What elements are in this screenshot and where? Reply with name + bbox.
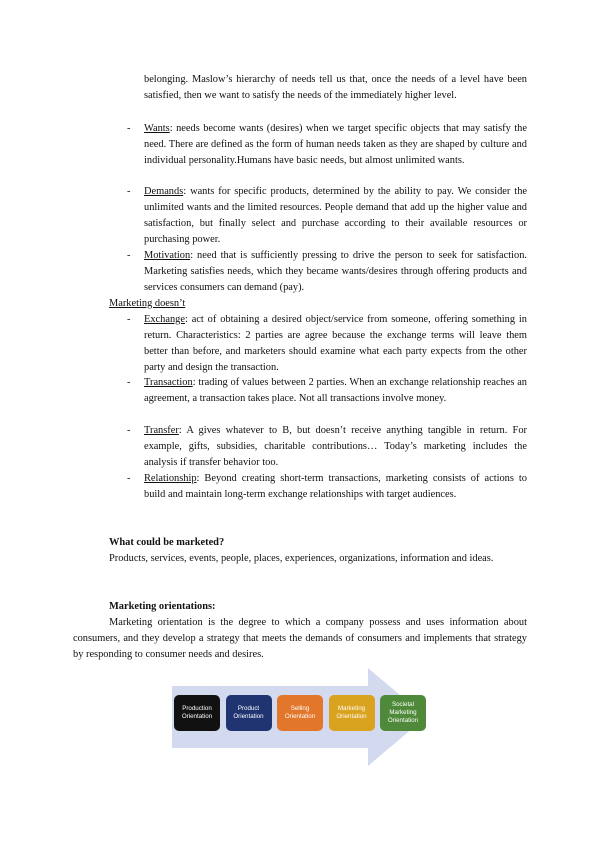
- list-item-text: [144, 375, 527, 407]
- definition-text: : Beyond creating short-term transactions, marketing consists of actions to build and maintain long-term exchange relationships with target audiences.: [144, 473, 527, 500]
- section-heading-what-could-be-marketed: What could be marketed?: [109, 537, 225, 548]
- list-dash: -: [127, 425, 131, 436]
- marketing-orientations-diagram: [172, 668, 430, 766]
- orientation-stage-2: Product Orientation: [226, 695, 272, 731]
- list-item-text: [144, 312, 527, 376]
- continuation-paragraph: belonging. Maslow’s hierarchy of needs tell us that, once the needs of a level have been satisfied, then we want to satisfy the needs of the immediately higher level.: [144, 74, 527, 101]
- list-dash: -: [127, 250, 131, 261]
- list-item-text: [144, 184, 527, 248]
- list-dash: -: [127, 314, 131, 325]
- section-body-what-could-be-marketed: Products, services, events, people, places, experiences, organizations, information and ideas.: [109, 553, 494, 564]
- orientation-stage-4: Marketing Orientation: [329, 695, 375, 731]
- list-dash: -: [127, 473, 131, 484]
- definition-text: : trading of values between 2 parties. When an exchange relationship reaches an agreement, a transaction takes place. Not all transactions involve money.: [144, 377, 527, 404]
- definition-text: : needs become wants (desires) when we target specific objects that may satisfy the need. There are defined as the form of human needs taken as they are shaped by culture and individual personality.Humans have basic needs, but almost unlimited wants.: [144, 123, 527, 166]
- term-transfer: Transfer: [144, 425, 179, 436]
- list-item-text: [144, 248, 527, 296]
- list-item-text: [144, 471, 527, 503]
- section-heading-marketing-orientations: Marketing orientations:: [109, 601, 216, 612]
- list-dash: -: [127, 186, 131, 197]
- list-item-text: [144, 121, 527, 169]
- list-dash: -: [127, 123, 131, 134]
- definition-text: : wants for specific products, determined by the ability to pay. We consider the unlimited wants and the limited resources. People demand that add up the higher value and satisfaction, but finally select and purchase according to their available resources or purchasing power.: [144, 186, 527, 245]
- term-relationship: Relationship: [144, 473, 197, 484]
- list-item-text: [144, 423, 527, 471]
- term-motivation: Motivation: [144, 250, 191, 261]
- definition-text: : need that is sufficiently pressing to drive the person to seek for satisfaction. Marketing satisfies needs, which they became wants/desires through offering products and services consumers can demand (pay).: [144, 250, 527, 293]
- list-dash: -: [127, 377, 131, 388]
- definition-text: : act of obtaining a desired object/service from someone, offering something in return. Characteristics: 2 parties are agree because the exchange terms will leave them better than before, and marketers should examine what each party expects from the other party and design the transaction.: [144, 314, 527, 373]
- term-transaction: Transaction: [144, 377, 193, 388]
- marketing-doesnt-label: Marketing doesn’t: [109, 298, 186, 309]
- term-wants: Wants: [144, 123, 170, 134]
- term-demands: Demands: [144, 186, 184, 197]
- orientation-stage-1: Production Orientation: [174, 695, 220, 731]
- definition-text: : A gives whatever to B, but doesn’t receive anything tangible in return. For example, gifts, subsidies, charitable contributions… Today’s marketing includes the analysis if transfer behavior too.: [144, 425, 527, 468]
- orientation-stage-3: Selling Orientation: [277, 695, 323, 731]
- term-exchange: Exchange: [144, 314, 185, 325]
- orientation-stage-5: Societal Marketing Orientation: [380, 695, 426, 731]
- section-body-marketing-orientations: Marketing orientation is the degree to which a company possess and uses information about consumers, and they develop a strategy that meets the demands of consumers and implements that strategy by responding to consumer needs and desires.: [73, 617, 527, 660]
